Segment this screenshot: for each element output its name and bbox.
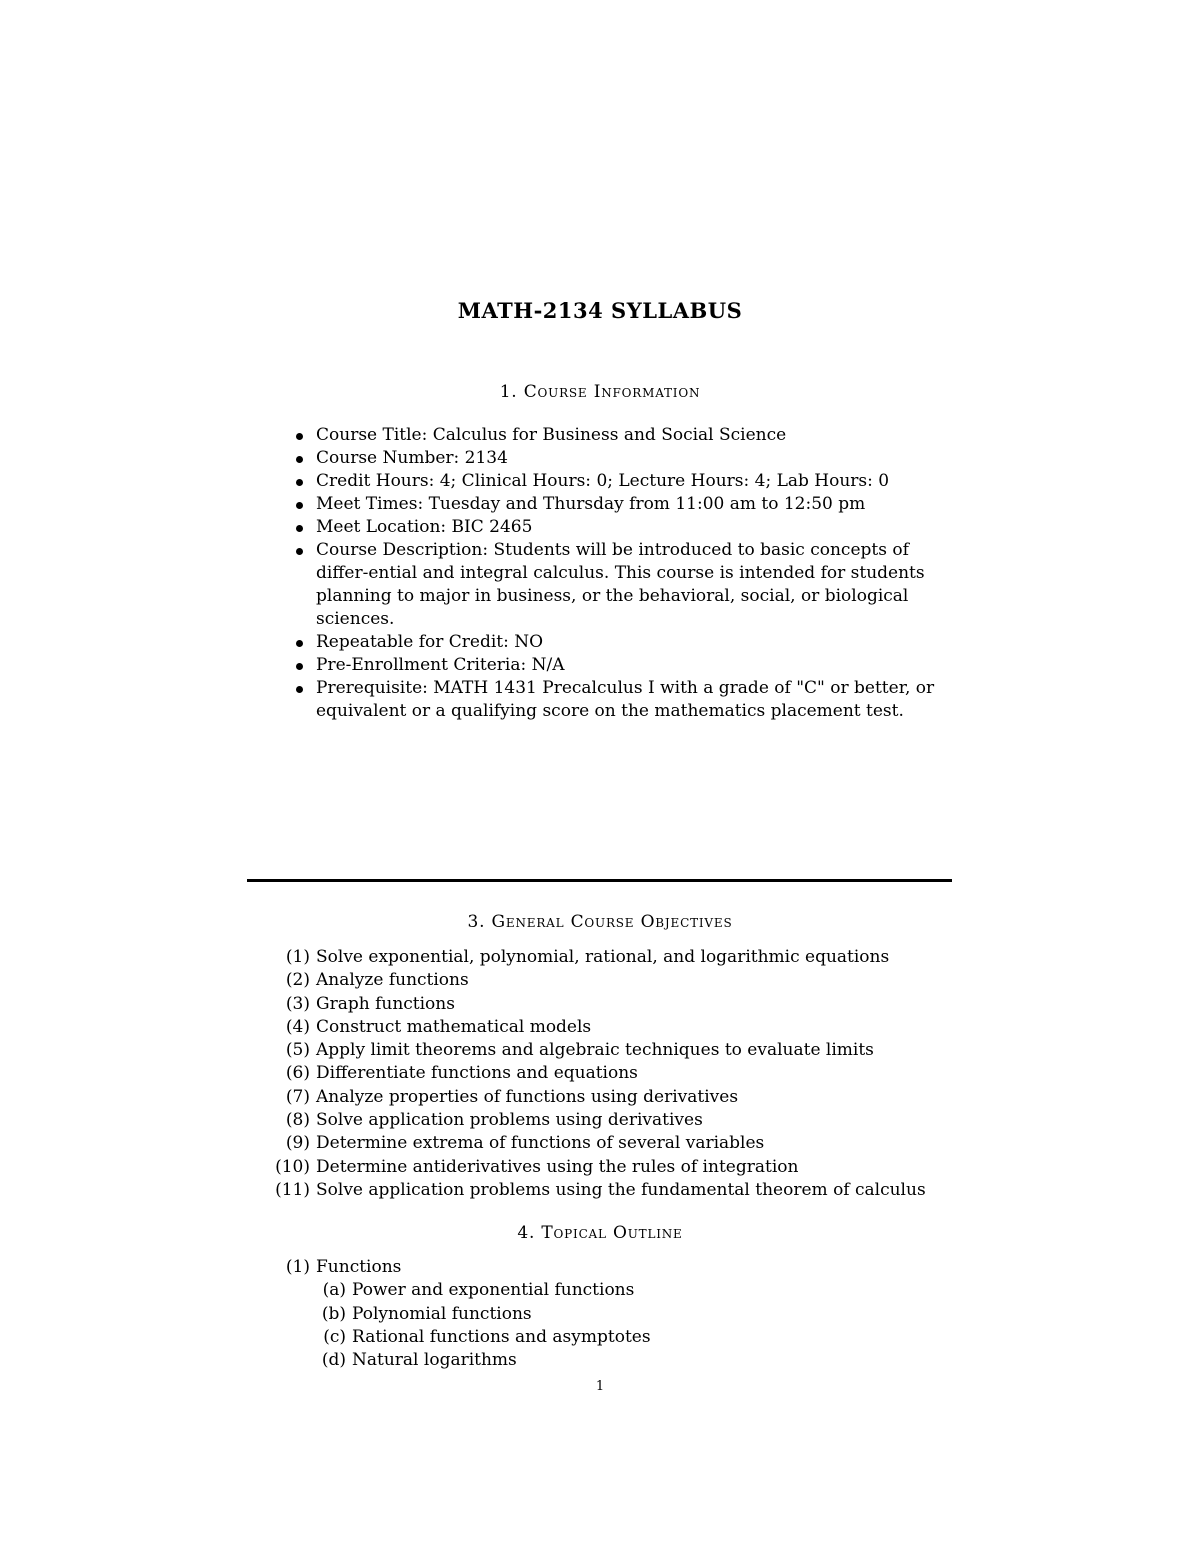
- item-number: (9): [285, 1133, 310, 1154]
- item-text: Differentiate functions and equations: [316, 1063, 638, 1084]
- meet-times-item: Meet Times: Tuesday and Thursday from 11:00 am to 12:50 pm: [316, 494, 866, 514]
- course-number-item: Course Number: 2134: [316, 448, 508, 468]
- list-item: [270, 1016, 960, 1039]
- course-description-item: Course Description: Students will be introduced to basic concepts of differ-ential and integral calculus. This course is intended for students planning to major in business, or the behavioral, social, or biological sciences.: [316, 540, 925, 629]
- list-item: [270, 1132, 960, 1155]
- list-item: [296, 424, 956, 447]
- list-item: [296, 447, 956, 470]
- list-item: [310, 1279, 960, 1302]
- document-title: MATH-2134 SYLLABUS: [457, 298, 743, 323]
- list-item: [296, 539, 956, 631]
- item-number: (1): [285, 1257, 310, 1277]
- item-text: Polynomial functions: [352, 1303, 532, 1324]
- list-item: [270, 1109, 960, 1132]
- list-item: [270, 1086, 960, 1109]
- item-text: Solve application problems using the fundamental theorem of calculus: [316, 1179, 926, 1200]
- item-number: (4): [285, 1016, 310, 1037]
- item-text: Rational functions and asymptotes: [352, 1326, 651, 1347]
- item-number: (6): [285, 1063, 310, 1084]
- item-text: Analyze properties of functions using derivatives: [316, 1086, 739, 1107]
- bullet-icon: [296, 479, 303, 486]
- item-text: Determine extrema of functions of several variables: [316, 1133, 765, 1154]
- course-information-list: [296, 424, 956, 723]
- item-number: (b): [321, 1303, 346, 1324]
- bullet-icon: [296, 502, 303, 509]
- general-course-objectives-heading: 3. General Course Objectives: [467, 912, 733, 932]
- bullet-icon: [296, 548, 303, 555]
- list-item: [310, 1303, 960, 1326]
- bullet-icon: [296, 686, 303, 693]
- list-item: [310, 1326, 960, 1349]
- list-item: [270, 969, 960, 992]
- item-number: (7): [285, 1086, 310, 1107]
- prerequisite-item: Prerequisite: MATH 1431 Precalculus I with a grade of "C" or better, or equivalent or a qualifying score on the mathematics placement test.: [316, 678, 935, 721]
- item-text: Solve application problems using derivatives: [316, 1110, 703, 1131]
- list-item: [296, 470, 956, 493]
- list-item: [296, 677, 956, 723]
- list-item: [270, 993, 960, 1016]
- credit-hours-item: Credit Hours: 4; Clinical Hours: 0; Lecture Hours: 4; Lab Hours: 0: [316, 471, 890, 491]
- bullet-icon: [296, 663, 303, 670]
- item-text: Analyze functions: [316, 970, 469, 991]
- list-item: [296, 654, 956, 677]
- course-title-item: Course Title: Calculus for Business and Social Science: [316, 425, 787, 445]
- item-number: (2): [285, 970, 310, 991]
- item-number: (a): [322, 1280, 346, 1301]
- list-item: [310, 1349, 960, 1372]
- item-text: Power and exponential functions: [352, 1280, 635, 1301]
- item-text: Functions: [316, 1257, 402, 1277]
- item-number: (c): [323, 1326, 346, 1347]
- item-text: Solve exponential, polynomial, rational, and logarithmic equations: [316, 947, 890, 967]
- list-item: [270, 1156, 960, 1179]
- page-number: 1: [595, 1379, 605, 1394]
- objectives-list: [270, 946, 960, 1202]
- list-item: [296, 493, 956, 516]
- item-text: Natural logarithms: [352, 1350, 517, 1371]
- bullet-icon: [296, 456, 303, 463]
- item-number: (5): [285, 1040, 310, 1061]
- repeatable-item: Repeatable for Credit: NO: [316, 632, 544, 652]
- topical-outline-sublist: [270, 1279, 960, 1372]
- item-text: Apply limit theorems and algebraic techniques to evaluate limits: [316, 1040, 874, 1061]
- topical-outline-heading: 4. Topical Outline: [517, 1223, 683, 1243]
- item-number: (10): [275, 1156, 310, 1177]
- topical-outline-list: [270, 1256, 960, 1372]
- meet-location-item: Meet Location: BIC 2465: [316, 517, 533, 537]
- bullet-icon: [296, 640, 303, 647]
- item-number: (1): [285, 947, 310, 967]
- list-item: [270, 1179, 960, 1202]
- course-information-heading: 1. Course Information: [499, 382, 701, 402]
- list-item: [270, 1039, 960, 1062]
- item-number: (3): [285, 993, 310, 1014]
- list-item: [270, 946, 960, 969]
- list-item: [296, 631, 956, 654]
- list-item: [270, 1062, 960, 1085]
- item-text: Graph functions: [316, 993, 455, 1014]
- item-text: Construct mathematical models: [316, 1016, 592, 1037]
- item-number: (8): [285, 1110, 310, 1131]
- bullet-icon: [296, 525, 303, 532]
- item-number: (d): [321, 1350, 346, 1371]
- list-item: [270, 1256, 960, 1372]
- pre-enrollment-item: Pre-Enrollment Criteria: N/A: [316, 655, 565, 675]
- bullet-icon: [296, 433, 303, 440]
- item-number: (11): [275, 1179, 310, 1200]
- section-divider: [247, 879, 952, 882]
- list-item: [296, 516, 956, 539]
- item-text: Determine antiderivatives using the rules of integration: [316, 1156, 799, 1177]
